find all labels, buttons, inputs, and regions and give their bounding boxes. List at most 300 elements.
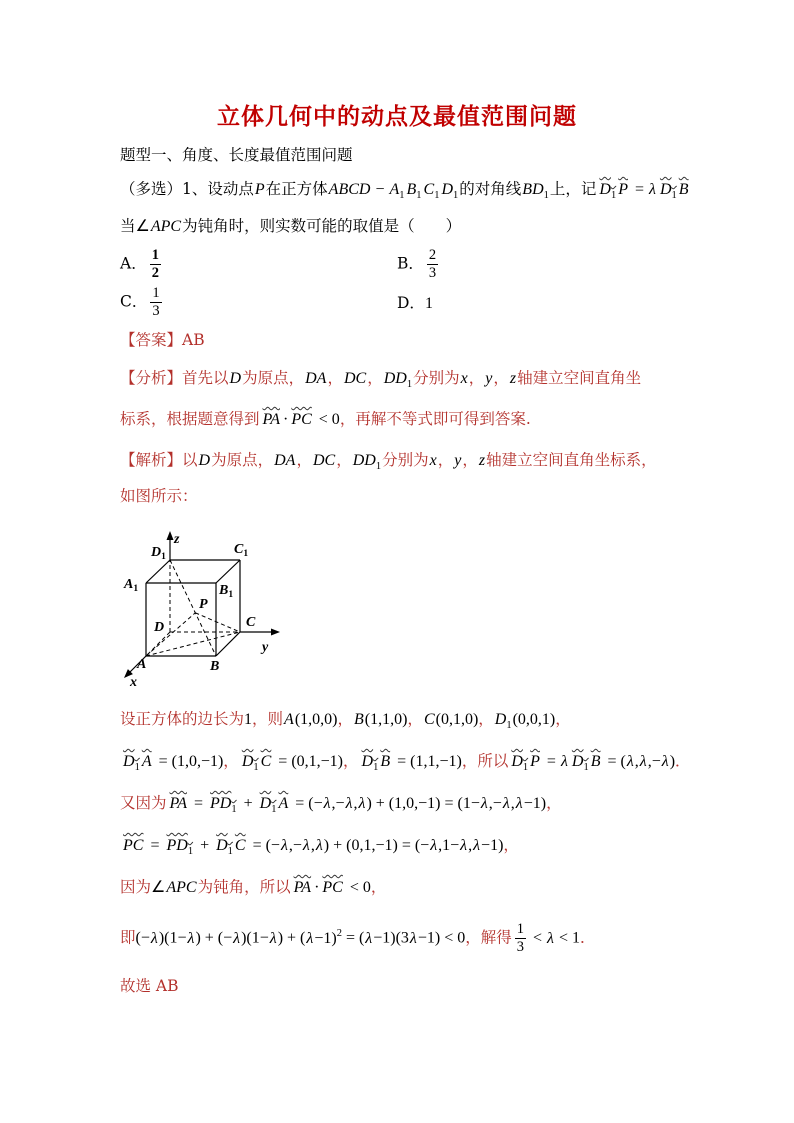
page-title: 立体几何中的动点及最值范围问题 xyxy=(217,103,577,130)
math-variable xyxy=(215,837,234,857)
label-letter: B xyxy=(219,583,229,598)
math-symbol: λ xyxy=(409,929,417,947)
math-symbol: λ xyxy=(345,795,353,812)
math-variable xyxy=(406,181,423,201)
math-text: ,− xyxy=(288,837,302,854)
text-run: 在正方体 xyxy=(265,180,328,198)
question-line xyxy=(120,215,461,238)
math-symbol: C xyxy=(423,181,435,198)
solution-step xyxy=(120,922,596,955)
math-symbol: λ xyxy=(365,929,373,947)
fraction-numerator: 1 xyxy=(516,921,524,937)
math-expression xyxy=(354,795,358,812)
subscript: 1 xyxy=(134,762,140,773)
math-variable xyxy=(423,711,436,728)
vector-expression xyxy=(167,795,190,812)
z-arrow-icon xyxy=(167,531,174,540)
math-variable xyxy=(626,753,635,770)
option-b xyxy=(397,248,441,281)
math-text: −1)(3 xyxy=(373,929,409,947)
text-run: ， xyxy=(343,752,359,770)
math-expression xyxy=(555,930,580,947)
vector-expression xyxy=(569,753,604,773)
math-text: = (− xyxy=(248,837,280,854)
text-run: 为钝角，所以 xyxy=(197,878,291,896)
math-text: < 1 xyxy=(554,929,580,947)
math-variable xyxy=(343,370,367,387)
math-expression xyxy=(603,753,625,770)
math-symbol: D xyxy=(511,753,523,770)
subscript: 1 xyxy=(253,762,259,773)
math-variable xyxy=(383,370,413,390)
text-run: ， xyxy=(462,451,478,469)
math-variable xyxy=(141,753,153,770)
segment-p-c xyxy=(195,613,240,632)
fraction-denominator: 3 xyxy=(152,303,160,319)
math-symbol: λ xyxy=(547,929,554,947)
math-text: = (− xyxy=(291,795,323,812)
point-label-p xyxy=(199,597,208,612)
text-run: 首先以 xyxy=(182,369,229,387)
math-variable xyxy=(229,370,243,387)
text-run: ， xyxy=(337,710,353,728)
math-text: (− xyxy=(135,929,150,947)
math-symbol: D xyxy=(599,181,611,198)
math-variable xyxy=(659,181,678,201)
math-symbol: y xyxy=(454,452,462,469)
fraction-denominator: 2 xyxy=(151,265,159,281)
math-text: ) xyxy=(669,753,676,770)
math-variable xyxy=(571,753,590,773)
math-symbol: D xyxy=(571,753,584,770)
label-letter: z xyxy=(174,532,180,547)
math-text: = (0,1,−1) xyxy=(274,753,343,770)
fraction-numerator: 1 xyxy=(152,285,160,301)
text-run: 【分析】 xyxy=(120,369,183,387)
math-symbol: PD xyxy=(166,837,188,854)
math-text: = xyxy=(542,753,560,770)
math-expression xyxy=(393,753,462,770)
math-text: = xyxy=(190,795,208,812)
math-variable xyxy=(198,452,212,469)
math-symbol: λ xyxy=(502,795,510,812)
text-run: ，则 xyxy=(252,710,284,728)
edge-b-c xyxy=(216,632,240,656)
fraction-numerator: 1 xyxy=(151,247,159,263)
subscript: 1 xyxy=(416,190,422,201)
math-variable xyxy=(150,930,159,947)
fraction xyxy=(150,248,161,281)
math-text: , xyxy=(634,753,639,770)
text-run: 【解析】 xyxy=(120,451,183,469)
vertex-label-d xyxy=(153,620,164,635)
math-symbol: A xyxy=(278,795,289,812)
math-symbol: λ xyxy=(473,837,481,854)
math-expression xyxy=(371,181,388,198)
math-symbol: PC xyxy=(322,879,343,896)
analysis-line xyxy=(120,408,531,431)
hidden-edges xyxy=(146,560,240,656)
math-variable xyxy=(260,753,273,770)
edge-d1-a1 xyxy=(146,560,170,583)
math-variable xyxy=(290,411,312,428)
math-symbol: DC xyxy=(343,370,367,387)
math-symbol: x xyxy=(429,452,437,469)
label-letter: D xyxy=(154,620,165,635)
math-expression xyxy=(291,795,322,812)
text-run: ，解得 xyxy=(465,928,512,947)
math-variable xyxy=(617,181,629,198)
text-run: D． xyxy=(397,294,425,312)
text-run: ， xyxy=(468,369,485,387)
text-run: 为原点， xyxy=(242,369,305,387)
label-letter: x xyxy=(130,675,137,690)
math-variable xyxy=(388,181,405,201)
analysis-line xyxy=(120,367,641,390)
vertex-label-c1 xyxy=(234,542,248,559)
math-symbol: λ xyxy=(315,837,323,854)
label-letter: P xyxy=(199,597,208,612)
math-variable xyxy=(598,181,617,201)
math-symbol: D xyxy=(229,370,242,387)
math-text: − xyxy=(371,181,389,198)
math-expression xyxy=(244,711,252,728)
math-variable xyxy=(169,795,188,812)
math-variable xyxy=(560,753,569,770)
text-run: ． xyxy=(675,752,691,770)
math-symbol: D xyxy=(123,753,135,770)
math-text: , xyxy=(510,795,515,812)
math-symbol: λ xyxy=(280,837,288,854)
label-subscript: 1 xyxy=(243,549,249,559)
subscript: 1 xyxy=(506,720,512,731)
math-expression xyxy=(436,711,479,728)
math-text: (1,0,0) xyxy=(294,711,338,728)
math-symbol: DA xyxy=(305,370,327,387)
subscript: 1 xyxy=(271,804,277,815)
math-symbol: APC xyxy=(150,218,182,235)
math-text: (0,0,1) xyxy=(512,711,556,728)
subscript: 1 xyxy=(231,804,237,815)
math-expression xyxy=(346,879,371,896)
math-expression xyxy=(249,837,280,854)
math-expression xyxy=(489,795,502,812)
math-variable xyxy=(232,930,241,947)
math-symbol: BD xyxy=(522,181,544,198)
math-expression xyxy=(425,295,433,312)
math-text: −1) < 0 xyxy=(417,929,466,947)
math-text: −1) xyxy=(523,795,547,812)
math-symbol: PD xyxy=(210,795,232,812)
math-symbol: P xyxy=(618,181,628,198)
vector-expression xyxy=(120,753,155,773)
math-symbol: D xyxy=(241,753,254,770)
diagonal-d1-b xyxy=(170,560,216,656)
math-expression xyxy=(631,181,648,198)
math-text: −1) xyxy=(481,837,504,854)
math-text: = (1,1,−1) xyxy=(393,753,462,770)
math-variable xyxy=(546,930,555,947)
solution-step xyxy=(120,975,179,997)
math-expression xyxy=(438,837,459,854)
math-symbol: λ xyxy=(150,929,158,947)
text-run: ， xyxy=(370,878,387,896)
math-variable xyxy=(259,795,278,815)
vertex-label-c xyxy=(246,615,256,630)
text-run: 即 xyxy=(120,928,136,947)
text-run: ， xyxy=(493,369,509,387)
math-symbol: D xyxy=(494,711,507,728)
text-run: ， xyxy=(437,451,454,469)
label-subscript: 1 xyxy=(228,590,234,600)
vector-expression xyxy=(319,879,345,896)
math-variable xyxy=(302,837,311,854)
math-symbol: C xyxy=(234,837,246,854)
text-run: 以 xyxy=(182,451,198,469)
label-subscript: 1 xyxy=(161,552,166,562)
text-run: ， xyxy=(327,369,343,387)
math-text: 1 xyxy=(244,711,253,728)
text-run: ． xyxy=(580,928,596,947)
vertex-label-d1 xyxy=(150,545,166,562)
math-variable xyxy=(321,879,343,896)
text-run: 分别为 xyxy=(382,451,429,469)
diagonal-a-c xyxy=(146,632,240,656)
math-expression xyxy=(342,930,364,947)
math-variable xyxy=(484,370,493,387)
math-variable xyxy=(165,879,197,896)
vector-expression xyxy=(239,753,274,773)
math-variable xyxy=(639,753,648,770)
text-run: 又因为 xyxy=(120,794,167,812)
math-symbol: z xyxy=(509,370,517,387)
math-symbol: B xyxy=(406,181,417,198)
y-arrow-icon xyxy=(271,629,280,636)
subscript: 1 xyxy=(453,190,459,201)
math-symbol: λ xyxy=(639,753,647,770)
math-variable xyxy=(453,452,462,469)
math-variable xyxy=(122,753,141,773)
vector-expression xyxy=(257,795,292,815)
math-symbol: x xyxy=(460,370,468,387)
math-variable xyxy=(293,879,312,896)
text-run: ，所以 xyxy=(461,752,509,770)
math-symbol: λ xyxy=(233,929,241,947)
solution-step xyxy=(120,834,519,857)
math-symbol: λ xyxy=(187,929,195,947)
math-symbol: B xyxy=(380,753,391,770)
math-expression xyxy=(543,753,560,770)
math-text: 1 xyxy=(424,295,433,312)
math-symbol: λ xyxy=(560,753,568,770)
math-text: ,− xyxy=(647,753,661,770)
math-symbol: A xyxy=(284,711,294,728)
subscript: 1 xyxy=(522,762,529,773)
subscript: 1 xyxy=(406,379,413,390)
math-expression xyxy=(190,795,207,812)
math-text: , xyxy=(310,837,315,854)
text-run: 如图所示： xyxy=(120,487,198,505)
math-variable xyxy=(304,370,327,387)
math-variable xyxy=(494,711,513,731)
math-text: ,− xyxy=(331,795,345,812)
math-text: ) + (1,0,−1) = (1− xyxy=(366,795,480,812)
math-text: < 0 xyxy=(314,411,340,428)
math-text: < xyxy=(529,929,547,947)
math-expression xyxy=(324,837,429,854)
solution-line xyxy=(120,485,198,507)
edge-d-a xyxy=(146,632,170,656)
math-symbol: DC xyxy=(312,452,336,469)
vector-expression xyxy=(120,837,146,854)
label-letter: C xyxy=(234,542,244,557)
math-text: + xyxy=(196,837,214,854)
vertex-label-b1 xyxy=(218,583,233,600)
math-variable xyxy=(529,753,541,770)
math-symbol: DD xyxy=(352,452,376,469)
label-subscript: 1 xyxy=(133,584,139,594)
math-symbol: ABCD xyxy=(328,181,371,198)
edge-b1-c1 xyxy=(216,560,240,583)
math-symbol: y xyxy=(485,370,493,387)
math-variable xyxy=(165,837,194,857)
text-run: C． xyxy=(120,292,148,311)
math-symbol: λ xyxy=(269,929,277,947)
math-symbol: λ xyxy=(661,753,669,770)
answer-line xyxy=(120,329,205,351)
math-symbol: λ xyxy=(358,795,366,812)
math-expression xyxy=(195,930,232,947)
text-run: AB xyxy=(182,331,205,349)
math-symbol: A xyxy=(389,181,400,198)
math-variable xyxy=(509,370,517,387)
math-expression xyxy=(136,218,150,235)
vertex-label-a1 xyxy=(123,577,138,594)
math-symbol: λ xyxy=(302,837,310,854)
text-run: ， xyxy=(546,794,562,812)
subscript: 1 xyxy=(434,190,440,201)
math-text: = xyxy=(146,837,164,854)
solution-step xyxy=(120,708,571,731)
math-text: · xyxy=(283,411,289,428)
math-text: , xyxy=(468,837,473,854)
section-heading: 题型一、角度、长度最值范围问题 xyxy=(120,146,353,164)
math-text: + xyxy=(239,795,257,812)
text-run: ， xyxy=(503,836,519,854)
axis-label-z xyxy=(173,532,180,547)
vector-expression xyxy=(291,879,314,896)
vector-expression xyxy=(163,837,196,857)
math-variable xyxy=(312,452,336,469)
math-variable xyxy=(328,181,372,198)
math-text: (1,1,0) xyxy=(364,711,408,728)
option-a xyxy=(120,248,164,281)
math-variable xyxy=(241,753,260,773)
math-symbol: A xyxy=(141,753,152,770)
math-expression xyxy=(289,837,302,854)
text-run: ， xyxy=(367,369,383,387)
math-variable xyxy=(269,930,278,947)
math-expression xyxy=(155,753,224,770)
text-run: 为钝角时，则实数可能的取值是（ ） xyxy=(182,217,462,235)
text-run: 轴建立空间直角坐标系， xyxy=(486,451,657,469)
label-letter: B xyxy=(210,659,220,674)
text-run: 【答案】 xyxy=(120,331,183,349)
math-symbol: C xyxy=(423,711,435,728)
math-variable xyxy=(364,930,373,947)
math-variable xyxy=(305,930,314,947)
math-expression xyxy=(648,753,661,770)
text-run: A． xyxy=(120,254,147,273)
math-text: = xyxy=(630,181,649,198)
math-symbol: B xyxy=(678,181,689,198)
math-variable xyxy=(460,370,469,387)
math-variable xyxy=(648,181,657,198)
math-variable xyxy=(262,411,281,428)
math-expression xyxy=(314,927,342,947)
math-expression xyxy=(481,837,503,854)
math-text: = ( xyxy=(603,753,626,770)
math-text: ∠ xyxy=(151,879,166,896)
math-symbol: D xyxy=(216,837,228,854)
math-text: )(1− xyxy=(241,929,269,947)
math-symbol: λ xyxy=(626,753,634,770)
math-expression xyxy=(295,711,338,728)
text-run: （多选）1、设动点 xyxy=(120,180,254,198)
text-run: 因为 xyxy=(120,878,152,896)
math-symbol: DD xyxy=(383,370,407,387)
math-text: · xyxy=(314,879,320,896)
text-run: ， xyxy=(478,710,494,728)
vertex-label-b xyxy=(209,659,219,674)
vector-expression xyxy=(288,411,314,428)
text-run: 轴建立空间直角坐 xyxy=(517,369,642,387)
math-variable xyxy=(234,837,247,854)
math-variable xyxy=(273,452,296,469)
fraction-denominator: 3 xyxy=(428,265,437,281)
text-run: 故选 AB xyxy=(120,977,179,995)
vector-expression xyxy=(213,837,248,857)
math-expression xyxy=(418,930,465,947)
vector-expression xyxy=(657,181,692,201)
math-text: ) + (0,1,−1) = (− xyxy=(323,837,430,854)
math-text: , xyxy=(353,795,358,812)
subscript: 1 xyxy=(610,190,617,201)
subscript: 1 xyxy=(399,190,405,201)
fraction xyxy=(515,922,526,955)
math-symbol: PA xyxy=(262,411,280,428)
math-symbol: D xyxy=(198,452,211,469)
math-variable xyxy=(521,181,550,201)
math-expression xyxy=(278,930,306,947)
text-run: 为原点， xyxy=(211,451,274,469)
math-expression xyxy=(274,753,343,770)
question-line xyxy=(120,178,692,201)
vector-expression xyxy=(596,181,631,201)
solution-line xyxy=(120,449,657,472)
fraction-numerator: 2 xyxy=(428,247,437,263)
math-symbol: λ xyxy=(323,795,331,812)
axis-label-y xyxy=(260,640,269,655)
superscript: 2 xyxy=(336,927,342,939)
math-variable xyxy=(480,795,489,812)
text-run: 上，记 xyxy=(549,180,597,198)
math-variable xyxy=(510,753,529,773)
math-expression xyxy=(332,795,345,812)
math-symbol: PA xyxy=(293,879,312,896)
math-variable xyxy=(345,795,354,812)
math-expression xyxy=(315,411,340,428)
